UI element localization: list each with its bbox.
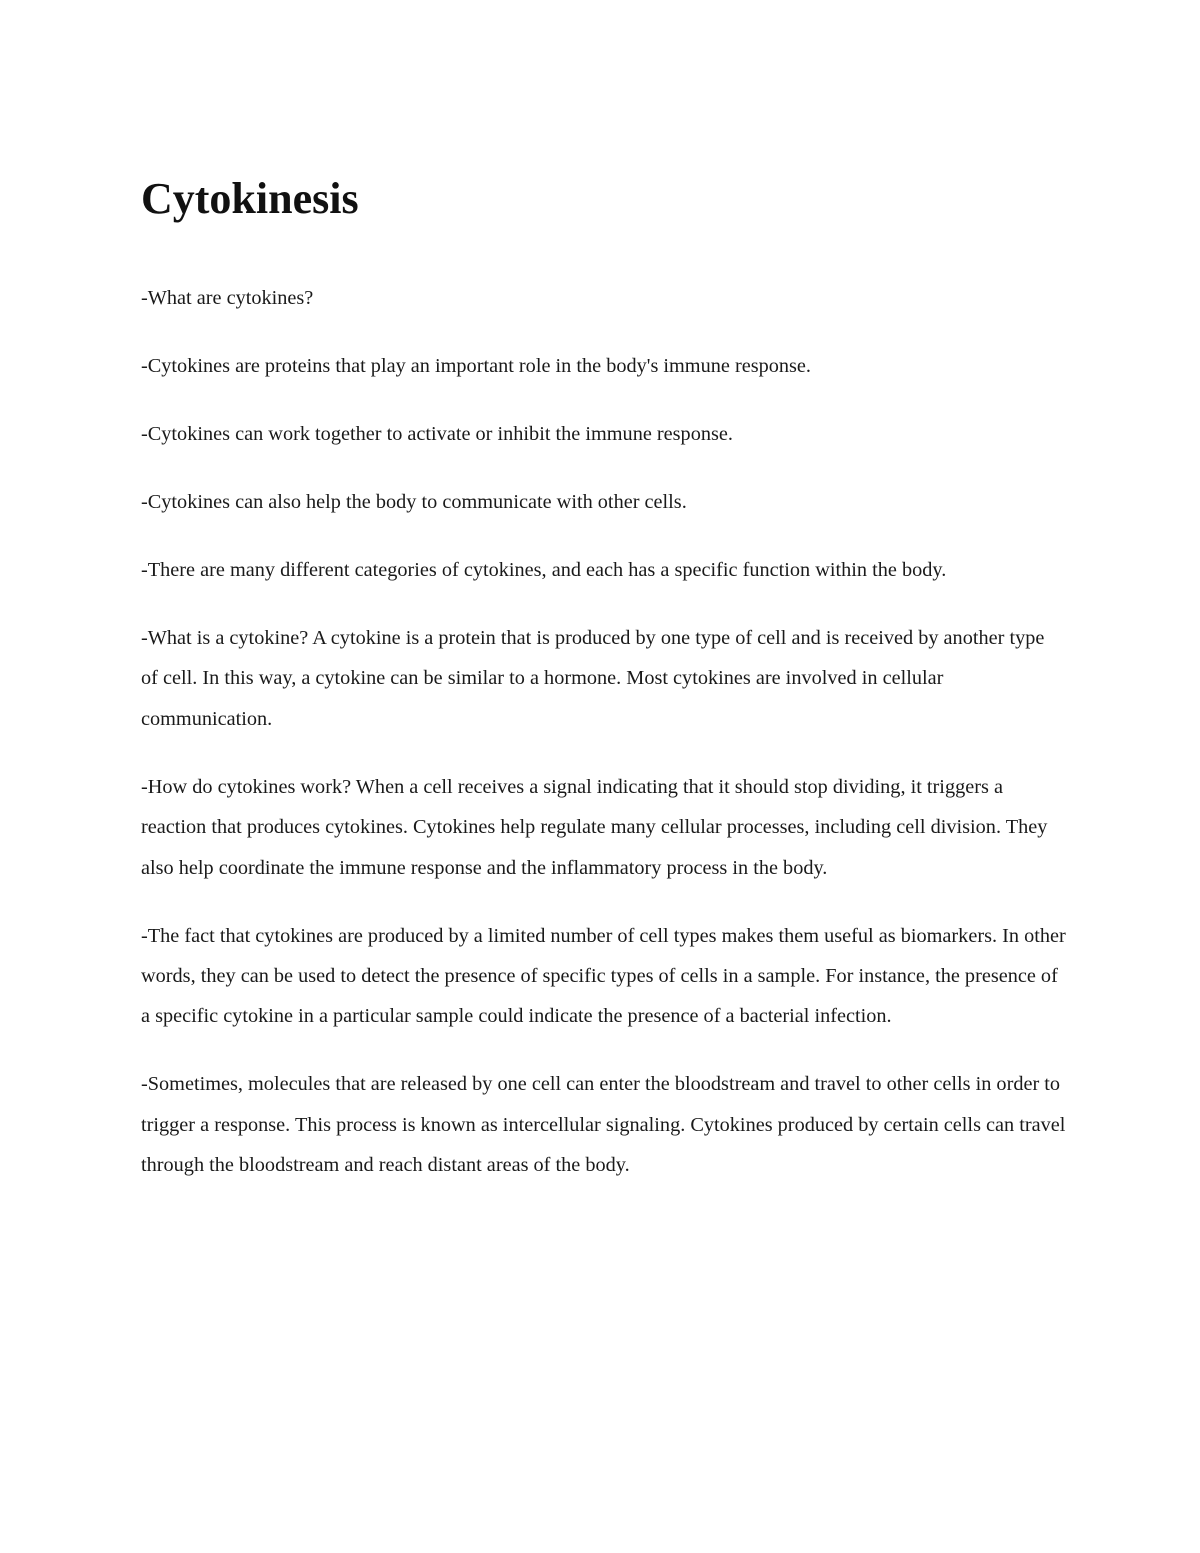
paragraph: -What is a cytokine? A cytokine is a protein that is produced by one type of cell and is received by another type of cell. In this way, a cytokine can be similar to a hormone. Most cytokines are involved in cellular communication.: [141, 627, 1045, 730]
paragraph: -Sometimes, molecules that are released by one cell can enter the bloodstream and travel to other cells in order to trigger a response. This process is known as intercellular signaling. Cytokines produced by certain cells can travel through the bloodstream and reach distant areas of the body.: [141, 1073, 1066, 1177]
paragraph: -What are cytokines?: [141, 287, 314, 309]
document-body: [141, 168, 1066, 1186]
paragraph: -Cytokines can also help the body to communicate with other cells.: [141, 491, 687, 513]
paragraph: -How do cytokines work? When a cell receives a signal indicating that it should stop dividing, it triggers a reaction that produces cytokines. Cytokines help regulate many cellular processes, including cell division. They also help coordinate the immune response and the inflammatory process in the body.: [141, 775, 1048, 879]
paragraph: -There are many different categories of cytokines, and each has a specific function within the body.: [141, 559, 947, 581]
paragraph: -The fact that cytokines are produced by a limited number of cell types makes them useful as biomarkers. In other words, they can be used to detect the presence of specific types of cells in a sample. For instance, the presence of a specific cytokine in a particular sample could indicate the presence of a bacterial infection.: [141, 924, 1066, 1028]
document-title: Cytokinesis: [141, 174, 359, 223]
paragraph: -Cytokines are proteins that play an important role in the body's immune response.: [141, 355, 811, 377]
paragraph: -Cytokines can work together to activate or inhibit the immune response.: [141, 423, 733, 445]
